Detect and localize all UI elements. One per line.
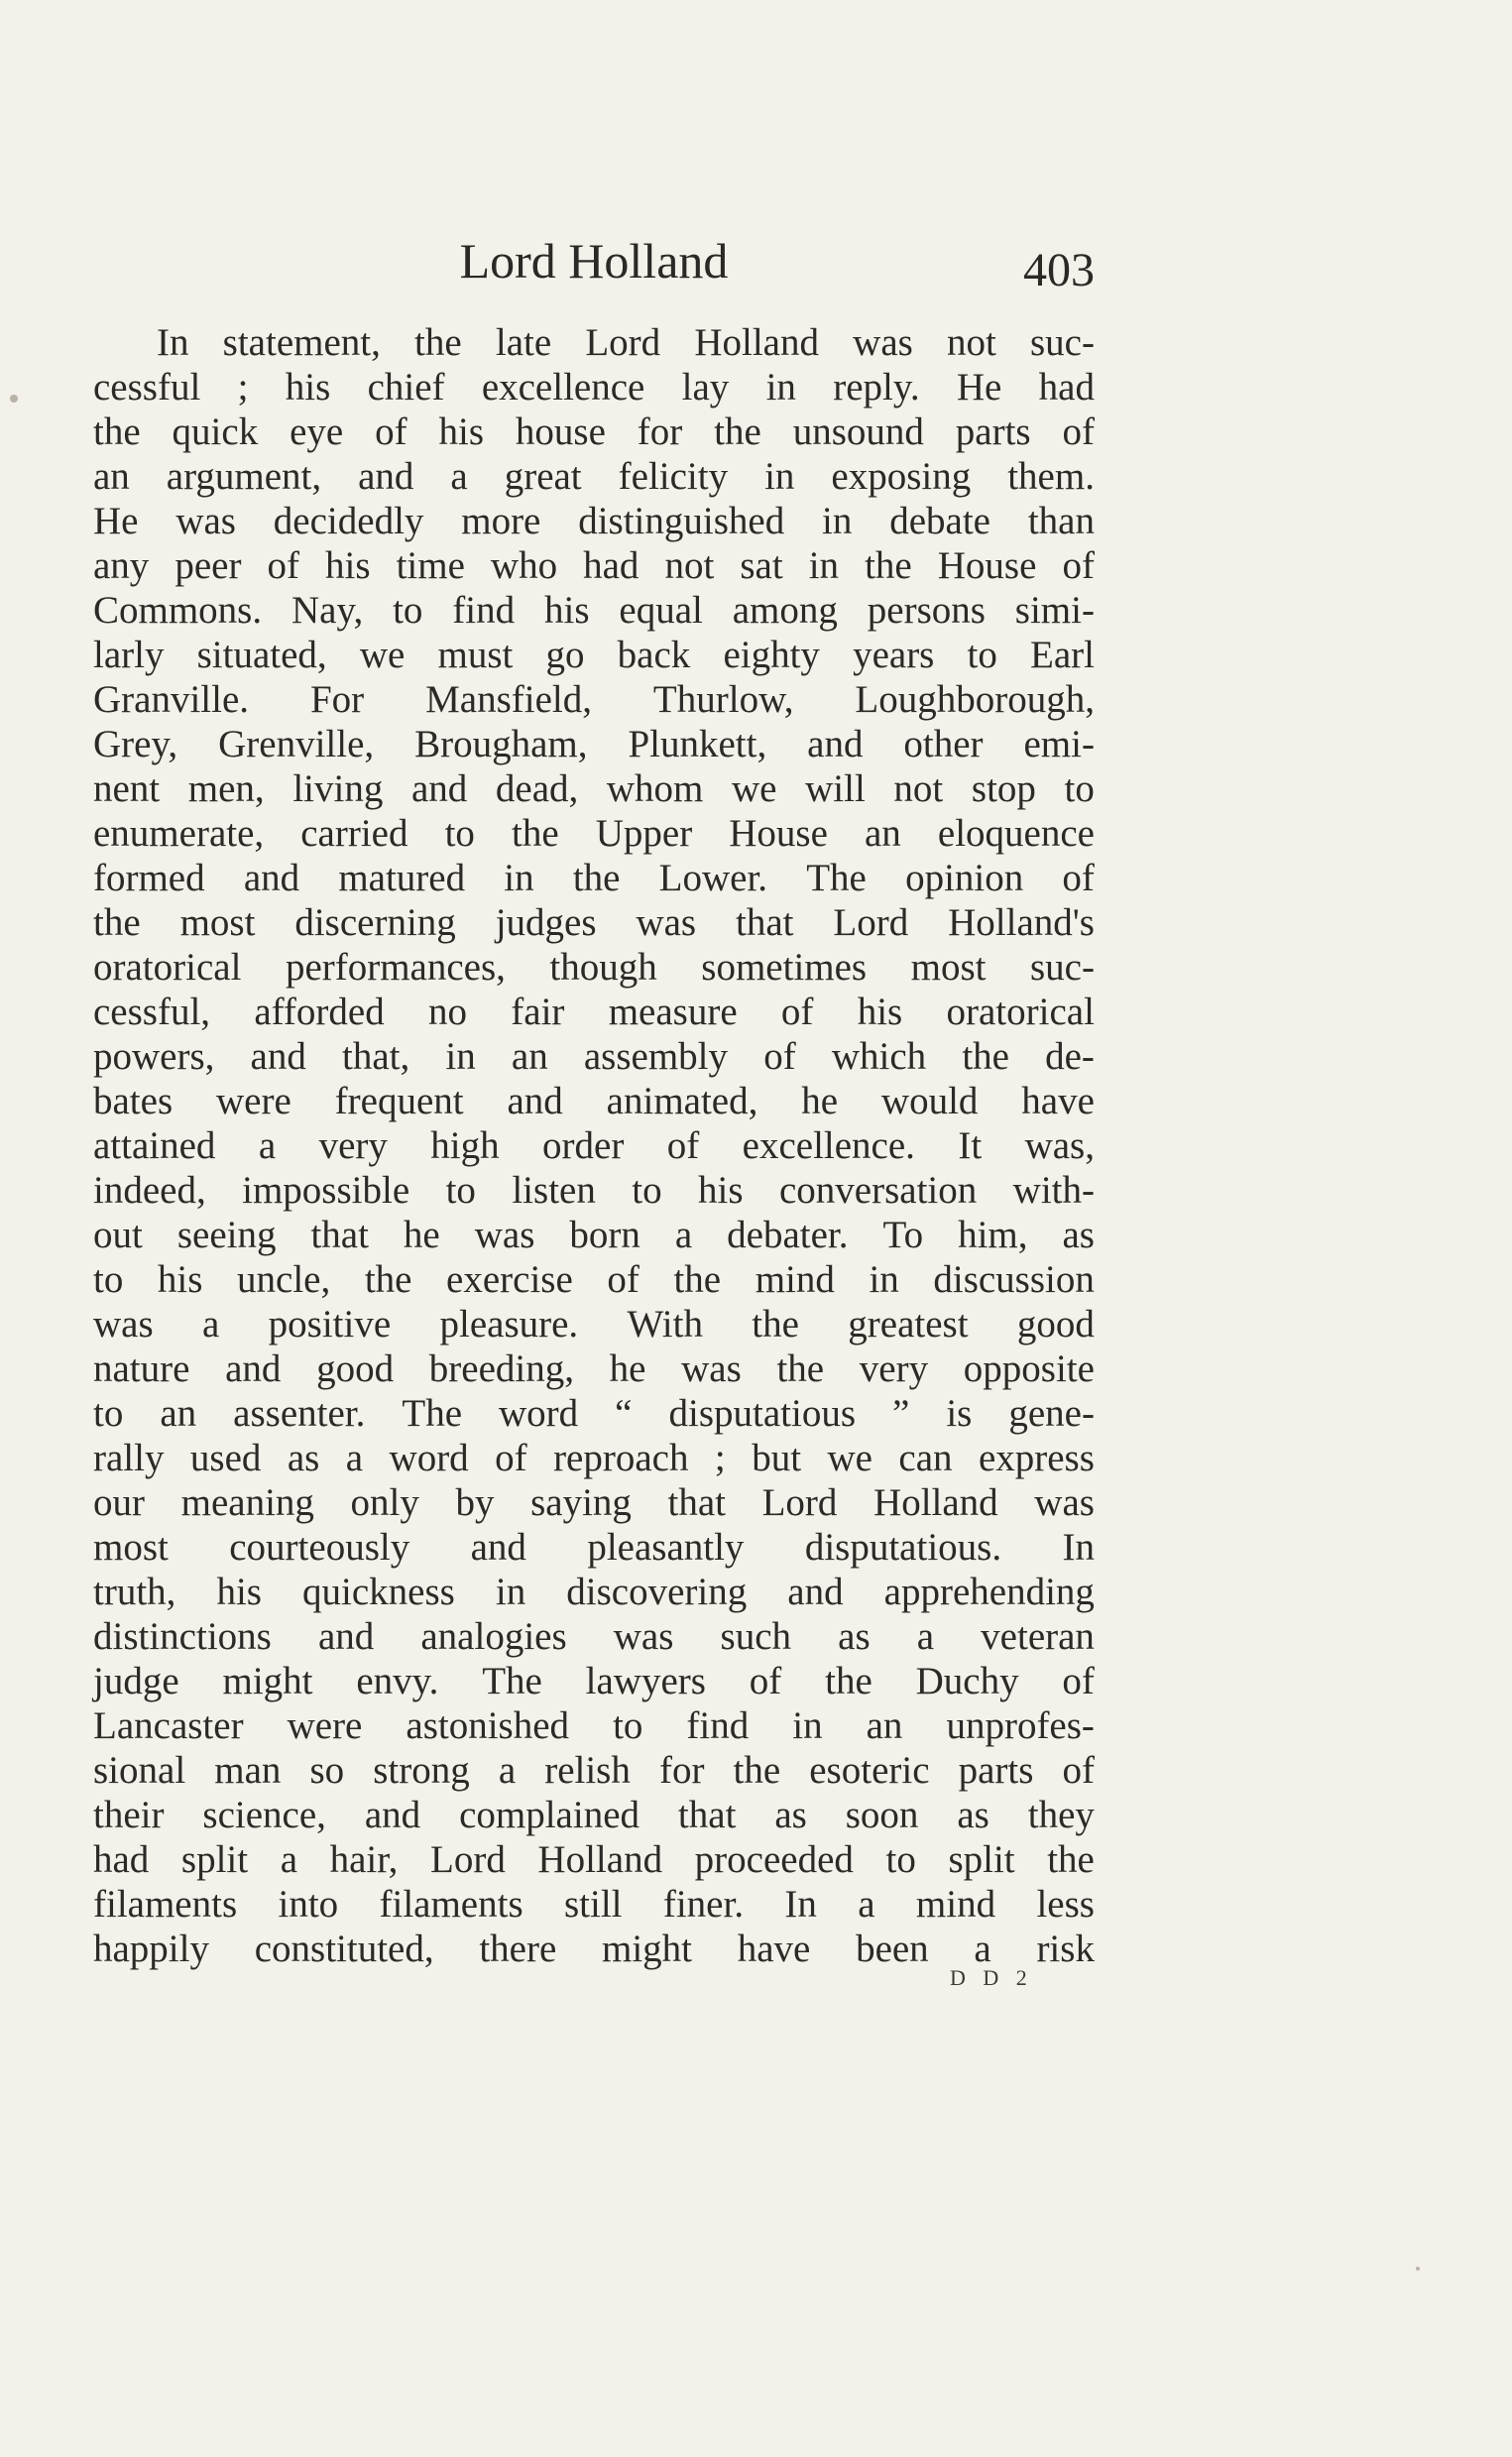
text-line: Lancaster were astonished to find in an unprofes- (93, 1704, 1095, 1747)
text-line: enumerate, carried to the Upper House an eloquence (93, 812, 1095, 855)
text-line: to an assenter. The word “ disputatious ” is gene- (93, 1392, 1095, 1435)
text-line: happily constituted, there might have been a risk (93, 1928, 1095, 1970)
text-line: larly situated, we must go back eighty years to Earl (93, 634, 1095, 676)
text-line: to his uncle, the exercise of the mind in discussion (93, 1258, 1095, 1301)
signature-mark: D D 2 (950, 1965, 1033, 1990)
text-line: an argument, and a great felicity in exposing them. (93, 455, 1095, 498)
running-head-title: Lord Holland (459, 233, 729, 289)
text-line: He was decidedly more distinguished in debate than (93, 500, 1095, 542)
text-line: Granville. For Mansfield, Thurlow, Loughborough, (93, 678, 1095, 721)
text-line: attained a very high order of excellence. It was, (93, 1124, 1095, 1167)
text-line: Commons. Nay, to find his equal among persons simi- (93, 589, 1095, 632)
text-line: cessful ; his chief excellence lay in reply. He had (93, 366, 1095, 409)
text-line: powers, and that, in an assembly of which the de- (93, 1035, 1095, 1078)
text-line: the quick eye of his house for the unsound parts of (93, 410, 1095, 453)
body-text (93, 320, 1095, 1971)
text-line: nature and good breeding, he was the very opposite (93, 1347, 1095, 1390)
paper-speck (10, 395, 18, 403)
text-line: In statement, the late Lord Holland was not suc- (157, 321, 1095, 364)
text-line: distinctions and analogies was such as a veteran (93, 1615, 1095, 1658)
text-line: indeed, impossible to listen to his conversation with- (93, 1169, 1095, 1212)
text-line: formed and matured in the Lower. The opinion of (93, 857, 1095, 899)
text-line: oratorical performances, though sometimes most suc- (93, 946, 1095, 989)
text-line: their science, and complained that as soon as they (93, 1794, 1095, 1836)
text-line: any peer of his time who had not sat in the House of (93, 544, 1095, 587)
text-line: filaments into filaments still finer. In a mind less (93, 1883, 1095, 1926)
text-line: out seeing that he was born a debater. To him, as (93, 1214, 1095, 1256)
text-line: judge might envy. The lawyers of the Duchy of (93, 1660, 1095, 1702)
text-line: most courteously and pleasantly disputatious. In (93, 1526, 1095, 1569)
text-line: cessful, afforded no fair measure of his oratorical (93, 991, 1095, 1033)
text-line: rally used as a word of reproach ; but we can express (93, 1437, 1095, 1479)
text-line: our meaning only by saying that Lord Holland was (93, 1481, 1095, 1524)
text-line: Grey, Grenville, Brougham, Plunkett, and other emi- (93, 723, 1095, 765)
text-line: truth, his quickness in discovering and apprehending (93, 1571, 1095, 1613)
text-line: the most discerning judges was that Lord Holland's (93, 901, 1095, 944)
text-line: was a positive pleasure. With the greatest good (93, 1303, 1095, 1346)
text-line: bates were frequent and animated, he would have (93, 1080, 1095, 1122)
text-line: sional man so strong a relish for the esoteric parts of (93, 1749, 1095, 1792)
running-head (93, 226, 1095, 295)
paper-speck (1416, 2267, 1420, 2271)
text-line: had split a hair, Lord Holland proceeded to split the (93, 1838, 1095, 1881)
text-line: nent men, living and dead, whom we will not stop to (93, 767, 1095, 810)
page-number: 403 (1023, 244, 1095, 296)
